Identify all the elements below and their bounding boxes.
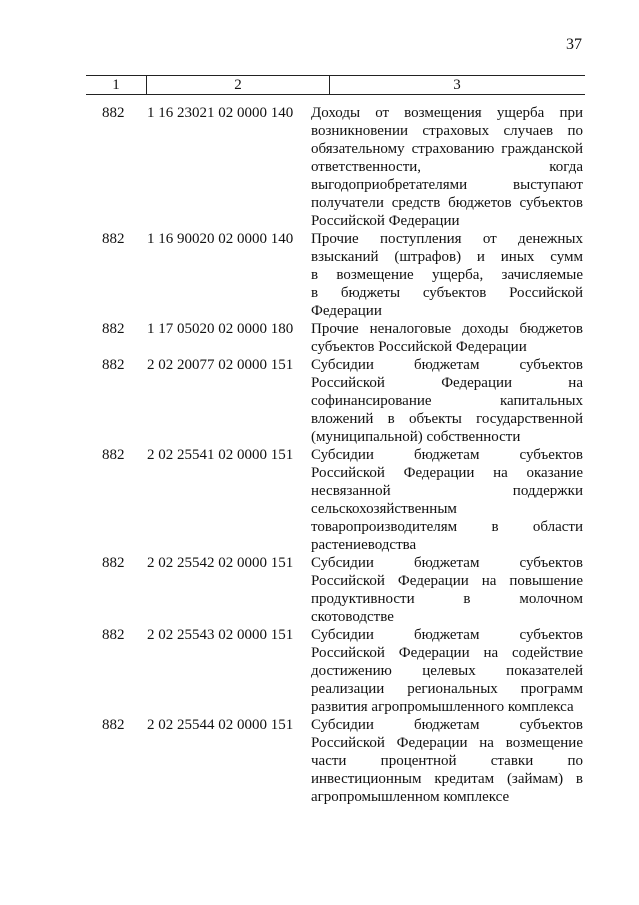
table-row bbox=[86, 230, 585, 320]
table-row bbox=[86, 356, 585, 446]
admin-code: 882 bbox=[102, 321, 125, 337]
table-row bbox=[86, 716, 585, 806]
description-line: Российской Федерации bbox=[311, 213, 460, 229]
description-line: Прочие поступления от денежных bbox=[311, 231, 583, 247]
description-line: Прочие неналоговые доходы бюджетов bbox=[311, 321, 583, 337]
income-description bbox=[311, 716, 583, 806]
income-description bbox=[311, 356, 583, 446]
page-number: 37 bbox=[566, 36, 582, 53]
description-line: Субсидии бюджетам субъектов bbox=[311, 357, 583, 373]
description-line: развития агропромышленного комплекса bbox=[311, 699, 574, 715]
description-line: Субсидии бюджетам субъектов bbox=[311, 555, 583, 571]
description-line: (муниципальной) собственности bbox=[311, 429, 521, 445]
table-row bbox=[86, 104, 585, 230]
description-line: в бюджеты субъектов Российской bbox=[311, 285, 583, 301]
description-line: растениеводства bbox=[311, 537, 417, 553]
budget-classification-code: 2 02 25543 02 0000 151 bbox=[147, 627, 294, 643]
description-line: обязательному страхованию гражданской bbox=[311, 141, 583, 157]
description-line: Российской Федерации на повышение bbox=[311, 573, 583, 589]
description-line: получатели средств бюджетов субъектов bbox=[311, 195, 583, 211]
table-body bbox=[86, 104, 585, 806]
table-header bbox=[86, 75, 585, 95]
income-description bbox=[311, 554, 583, 626]
description-line: достижению целевых показателей bbox=[311, 663, 583, 679]
description-line: возникновении страховых случаев по bbox=[311, 123, 583, 139]
description-line: Доходы от возмещения ущерба при bbox=[311, 105, 583, 121]
header-col-3: 3 bbox=[453, 77, 461, 93]
admin-code: 882 bbox=[102, 105, 125, 121]
description-line: софинансирование капитальных bbox=[311, 393, 583, 409]
description-line: взысканий (штрафов) и иных сумм bbox=[311, 249, 583, 265]
income-description bbox=[311, 104, 583, 230]
header-col-2: 2 bbox=[146, 76, 330, 94]
description-line: вложений в объекты государственной bbox=[311, 411, 583, 427]
description-line: Субсидии бюджетам субъектов bbox=[311, 717, 583, 733]
description-line: Российской Федерации на содействие bbox=[311, 645, 583, 661]
description-line: ответственности, когда bbox=[311, 159, 583, 175]
description-line: выгодоприобретателями выступают bbox=[311, 177, 583, 193]
budget-classification-code: 1 16 23021 02 0000 140 bbox=[147, 105, 294, 121]
description-line: части процентной ставки по bbox=[311, 753, 583, 769]
description-line: агропромышленном комплексе bbox=[311, 789, 510, 805]
description-line: в возмещение ущерба, зачисляемые bbox=[311, 267, 583, 283]
budget-classification-code: 1 17 05020 02 0000 180 bbox=[147, 321, 294, 337]
description-line: товаропроизводителям в области bbox=[311, 519, 583, 535]
description-line: Субсидии бюджетам субъектов bbox=[311, 627, 583, 643]
description-line: Российской Федерации на возмещение bbox=[311, 735, 583, 751]
budget-classification-code: 2 02 25544 02 0000 151 bbox=[147, 717, 294, 733]
budget-classification-code: 2 02 25541 02 0000 151 bbox=[147, 447, 294, 463]
budget-classification-code: 1 16 90020 02 0000 140 bbox=[147, 231, 294, 247]
admin-code: 882 bbox=[102, 231, 125, 247]
description-line: Субсидии бюджетам субъектов bbox=[311, 447, 583, 463]
income-description bbox=[311, 446, 583, 554]
income-description bbox=[311, 230, 583, 320]
description-line: субъектов Российской Федерации bbox=[311, 339, 527, 355]
income-description bbox=[311, 320, 583, 356]
header-col-1: 1 bbox=[112, 77, 120, 93]
description-line: сельскохозяйственным bbox=[311, 501, 457, 517]
budget-classification-code: 2 02 25542 02 0000 151 bbox=[147, 555, 294, 571]
admin-code: 882 bbox=[102, 357, 125, 373]
admin-code: 882 bbox=[102, 717, 125, 733]
admin-code: 882 bbox=[102, 555, 125, 571]
description-line: продуктивности в молочном bbox=[311, 591, 583, 607]
admin-code: 882 bbox=[102, 447, 125, 463]
table-row bbox=[86, 446, 585, 554]
description-line: инвестиционным кредитам (займам) в bbox=[311, 771, 583, 787]
description-line: скотоводстве bbox=[311, 609, 394, 625]
income-description bbox=[311, 626, 583, 716]
table-row bbox=[86, 626, 585, 716]
table-row bbox=[86, 320, 585, 356]
description-line: Российской Федерации на bbox=[311, 375, 583, 391]
table-row bbox=[86, 554, 585, 626]
admin-code: 882 bbox=[102, 627, 125, 643]
budget-classification-code: 2 02 20077 02 0000 151 bbox=[147, 357, 294, 373]
description-line: несвязанной поддержки bbox=[311, 483, 583, 499]
description-line: Федерации bbox=[311, 303, 382, 319]
description-line: реализации региональных программ bbox=[311, 681, 583, 697]
description-line: Российской Федерации на оказание bbox=[311, 465, 583, 481]
